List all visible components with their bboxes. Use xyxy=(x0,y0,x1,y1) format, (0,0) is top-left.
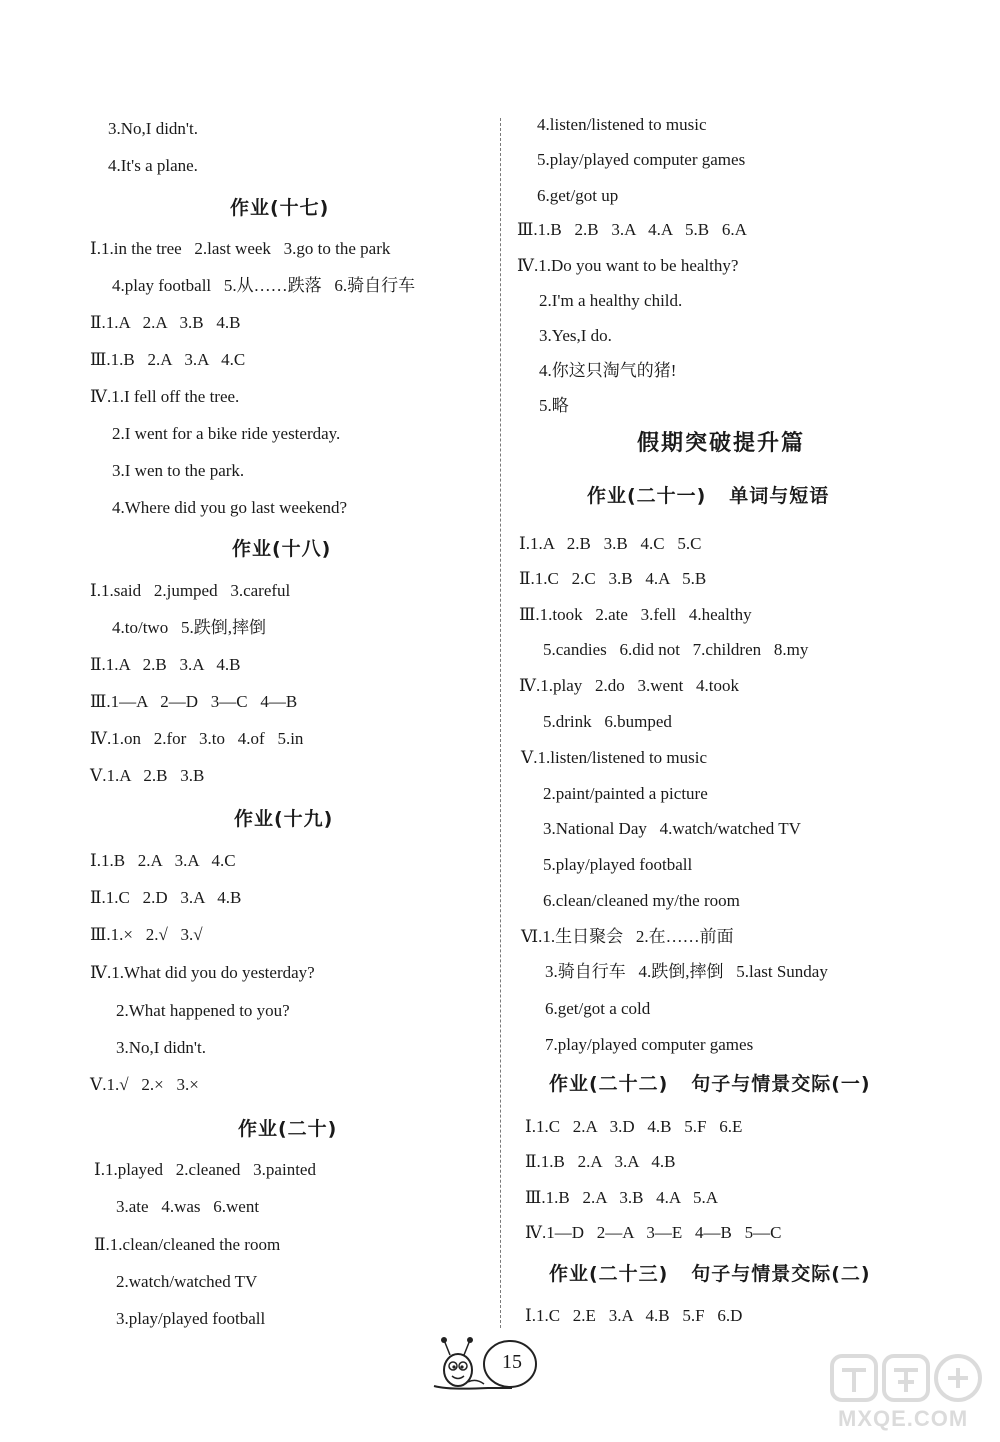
answer-line: 6.get/got up xyxy=(537,186,619,205)
answer-line: Ⅰ.1.C 2.A 3.D 4.B 5.F 6.E xyxy=(525,1117,743,1136)
answer-line: 3.ate 4.was 6.went xyxy=(116,1197,260,1216)
answer-line: Ⅳ.1.I fell off the tree. xyxy=(90,387,240,406)
section-title: 假期突破提升篇 xyxy=(637,431,806,456)
homework-heading: 作业(二十一) 单词与短语 xyxy=(587,485,830,507)
answer-line: Ⅴ.1.A 2.B 3.B xyxy=(90,766,205,785)
answer-line: Ⅱ.1.A 2.A 3.B 4.B xyxy=(90,313,241,332)
answer-line: 6.clean/cleaned my/the room xyxy=(543,891,740,910)
answer-line: Ⅰ.1.said 2.jumped 3.careful xyxy=(90,581,291,600)
answer-line: 5.drink 6.bumped xyxy=(543,712,672,731)
answer-line: 4.你这只淘气的猪! xyxy=(539,361,677,380)
answer-line: 3.No,I didn't. xyxy=(108,119,198,138)
watermark xyxy=(828,1348,988,1434)
answer-line: 3.National Day 4.watch/watched TV xyxy=(543,819,801,838)
page-number: 15 xyxy=(502,1351,522,1373)
answer-line: Ⅵ.1.生日聚会 2.在……前面 xyxy=(521,927,734,946)
answer-line: 6.get/got a cold xyxy=(545,999,651,1018)
answer-line: Ⅱ.1.B 2.A 3.A 4.B xyxy=(525,1152,676,1171)
homework-heading: 作业(二十二) 句子与情景交际(一) xyxy=(549,1073,871,1095)
answer-line: Ⅱ.1.clean/cleaned the room xyxy=(94,1235,281,1254)
answer-line: 7.play/played computer games xyxy=(545,1035,754,1054)
homework-heading: 作业(十九) xyxy=(234,808,334,830)
answer-line: 5.play/played football xyxy=(543,855,693,874)
answer-line: Ⅰ.1.B 2.A 3.A 4.C xyxy=(90,851,236,870)
answer-line: Ⅳ.1.What did you do yesterday? xyxy=(90,963,315,982)
answer-line: 2.I'm a healthy child. xyxy=(539,291,683,310)
answer-line: 4.play football 5.从……跌落 6.骑自行车 xyxy=(112,276,416,295)
answer-line: 5.略 xyxy=(539,396,569,415)
homework-heading: 作业(十八) xyxy=(232,538,332,560)
answer-line: Ⅱ.1.C 2.D 3.A 4.B xyxy=(90,888,242,907)
homework-heading: 作业(二十) xyxy=(238,1118,338,1140)
answer-line: Ⅰ.1.C 2.E 3.A 4.B 5.F 6.D xyxy=(525,1306,743,1325)
answer-line: Ⅰ.1.in the tree 2.last week 3.go to the park xyxy=(90,239,391,258)
answer-line: Ⅲ.1.× 2.√ 3.√ xyxy=(90,925,203,944)
homework-heading: 作业(十七) xyxy=(230,197,330,219)
answer-line: 5.candies 6.did not 7.children 8.my xyxy=(543,640,809,659)
answer-line: Ⅴ.1.listen/listened to music xyxy=(521,748,708,767)
answer-line: 4.listen/listened to music xyxy=(537,115,707,134)
answer-line: Ⅲ.1.took 2.ate 3.fell 4.healthy xyxy=(519,605,752,624)
answer-line: Ⅴ.1.√ 2.× 3.× xyxy=(90,1075,199,1094)
answer-line: Ⅲ.1.B 2.B 3.A 4.A 5.B 6.A xyxy=(517,220,747,239)
answer-line: Ⅱ.1.C 2.C 3.B 4.A 5.B xyxy=(519,569,707,588)
answer-line: Ⅳ.1—D 2—A 3—E 4—B 5—C xyxy=(525,1223,782,1242)
watermark-logo-icon xyxy=(828,1348,988,1408)
answer-line: Ⅳ.1.on 2.for 3.to 4.of 5.in xyxy=(90,729,304,748)
answer-line: 3.Yes,I do. xyxy=(539,326,612,345)
answer-line: Ⅲ.1.B 2.A 3.A 4.C xyxy=(90,350,246,369)
answer-line: Ⅳ.1.Do you want to be healthy? xyxy=(517,256,739,275)
answer-line: Ⅲ.1.B 2.A 3.B 4.A 5.A xyxy=(525,1188,719,1207)
watermark-url: MXQE.COM xyxy=(838,1406,969,1431)
answer-line: Ⅲ.1—A 2—D 3—C 4—B xyxy=(90,692,298,711)
answer-line: 2.watch/watched TV xyxy=(116,1272,258,1291)
answer-line: 3.No,I didn't. xyxy=(116,1038,206,1057)
answer-line: Ⅱ.1.A 2.B 3.A 4.B xyxy=(90,655,241,674)
answer-line: 2.paint/painted a picture xyxy=(543,784,708,803)
answer-line: 2.I went for a bike ride yesterday. xyxy=(112,424,341,443)
column-divider xyxy=(500,118,501,1328)
answer-line: 4.to/two 5.跌倒,摔倒 xyxy=(112,618,266,637)
answer-line: Ⅰ.1.played 2.cleaned 3.painted xyxy=(94,1160,316,1179)
homework-heading: 作业(二十三) 句子与情景交际(二) xyxy=(549,1263,871,1285)
answer-line: 3.I wen to the park. xyxy=(112,461,245,480)
answer-line: Ⅰ.1.A 2.B 3.B 4.C 5.C xyxy=(519,534,702,553)
answer-line: 2.What happened to you? xyxy=(116,1001,290,1020)
answer-line: 5.play/played computer games xyxy=(537,150,746,169)
answer-line: 3.play/played football xyxy=(116,1309,266,1328)
answer-line: 3.骑自行车 4.跌倒,摔倒 5.last Sunday xyxy=(545,962,828,981)
answer-line: 4.Where did you go last weekend? xyxy=(112,498,348,517)
answer-line: 4.It's a plane. xyxy=(108,156,198,175)
answer-line: Ⅳ.1.play 2.do 3.went 4.took xyxy=(519,676,740,695)
